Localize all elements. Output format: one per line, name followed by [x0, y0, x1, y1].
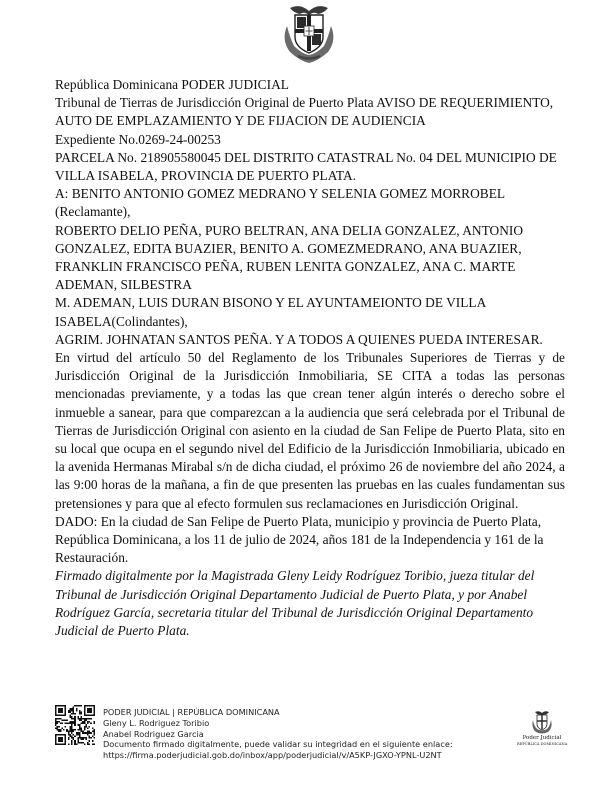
- poder-judicial-seal-icon: [529, 709, 555, 735]
- digital-signature-statement: Firmado digitalmente por la Magistrada Gleny Leidy Rodríguez Toribio, jueza titular del Tribunal de Jurisdicción Original Departamento Judicial de Puerto Plata, y por Anabel Rodríguez García, secretaria titular del Tribunal de Jurisdicción Original Departamento Judicial de Puerto Plata.: [55, 568, 535, 639]
- header-line-surveyor: AGRIM. JOHNATAN SANTOS PEÑA. Y A TODOS A QUIENES PUEDA INTERESAR.: [55, 331, 543, 347]
- header-line-claimants: A: BENITO ANTONIO GOMEZ MEDRANO Y SELENIA GOMEZ MORROBEL (Reclamante),: [55, 186, 505, 220]
- qr-code-icon[interactable]: [55, 705, 95, 745]
- footer-text-block: [103, 707, 543, 761]
- coat-of-arms-icon: [278, 2, 340, 64]
- footer-validation-link[interactable]: https://firma.poderjudicial.gob.do/inbox/app/poderjudicial/v/A5KP-JGXO-YPNL-U2NT: [103, 750, 442, 761]
- header-line-republic: República Dominicana PODER JUDICIAL: [55, 77, 289, 92]
- signature-footer: [55, 705, 602, 775]
- document-body: [55, 76, 565, 640]
- header-line-case-number: Expediente No.0269-24-00253: [55, 131, 221, 147]
- dado-paragraph: DADO: En la ciudad de San Felipe de Puerto Plata, municipio y provincia de Puerto Plata, República Dominicana, a los 11 de julio de 2024, años 181 de la Independencia y 161 de la Restauración.: [55, 513, 544, 566]
- header-line-neighbors: ROBERTO DELIO PEÑA, PURO BELTRAN, ANA DELIA GONZALEZ, ANTONIO GONZALEZ, EDITA BUAZIER, BENITO A. GOMEZMEDRANO, ANA BUAZIER, FRANKLIN FRANCISCO PEÑA, RUBEN LENITA GONZALEZ, ANA C. MARTE ADEMAN, SILBESTRA: [55, 222, 523, 293]
- header-line-neighbors-cont: M. ADEMAN, LUIS DURAN BISONO Y EL AYUNTAMEIONTO DE VILLA ISABELA(Colindantes),: [55, 295, 486, 329]
- seal-label: Poder Judicial: [522, 735, 562, 741]
- header-line-parcel: PARCELA No. 218905580045 DEL DISTRITO CATASTRAL No. 04 DEL MUNICIPIO DE VILLA ISABELA, PROVINCIA DE PUERTO PLATA.: [55, 149, 557, 184]
- seal-sublabel: REPÚBLICA DOMINICANA: [517, 742, 568, 746]
- footer-org: PODER JUDICIAL | REPÚBLICA DOMINICANA: [103, 707, 280, 717]
- citation-paragraph: En virtud del artículo 50 del Reglamento de los Tribunales Superiores de Tierras y de Jurisdicción Original de la Jurisdicción Inmobiliaria, SE CITA a todas las personas mencionadas previamente, y a todas las que crean tener algún interés o derecho sobre el inmueble a sanear, para que comparezcan a la audiencia que será celebrada por el Tribunal de Tierras de Jurisdicción Original con asiento en la ciudad de San Felipe de Puerto Plata, sito en su local que ocupa en el segundo nivel del Edificio de la Jurisdicción Inmobiliaria, ubicado en la avenida Hermanas Mirabal s/n de dicha ciudad, el próximo 26 de noviembre del año 2024, a las 9:00 horas de la mañana, a fin de que presenten las pruebas en las cuales fundamentan sus pretensiones y para que al efecto formulen sus reclamaciones en Jurisdicción Original.: [55, 350, 565, 511]
- footer-signer-2: Anabel Rodriguez Garcia: [103, 728, 204, 739]
- footer-signer-1: Gleny L. Rodriguez Toribio: [103, 717, 210, 728]
- poder-judicial-seal: [517, 709, 567, 747]
- footer-validation-notice: Documento firmado digitalmente, puede validar su integridad en el siguiente enlace:: [103, 739, 453, 750]
- header-line-tribunal-title: Tribunal de Tierras de Jurisdicción Original de Puerto Plata AVISO DE REQUERIMIENTO, AUTO DE EMPLAZAMIENTO Y DE FIJACION DE AUDIENCIA: [55, 95, 554, 129]
